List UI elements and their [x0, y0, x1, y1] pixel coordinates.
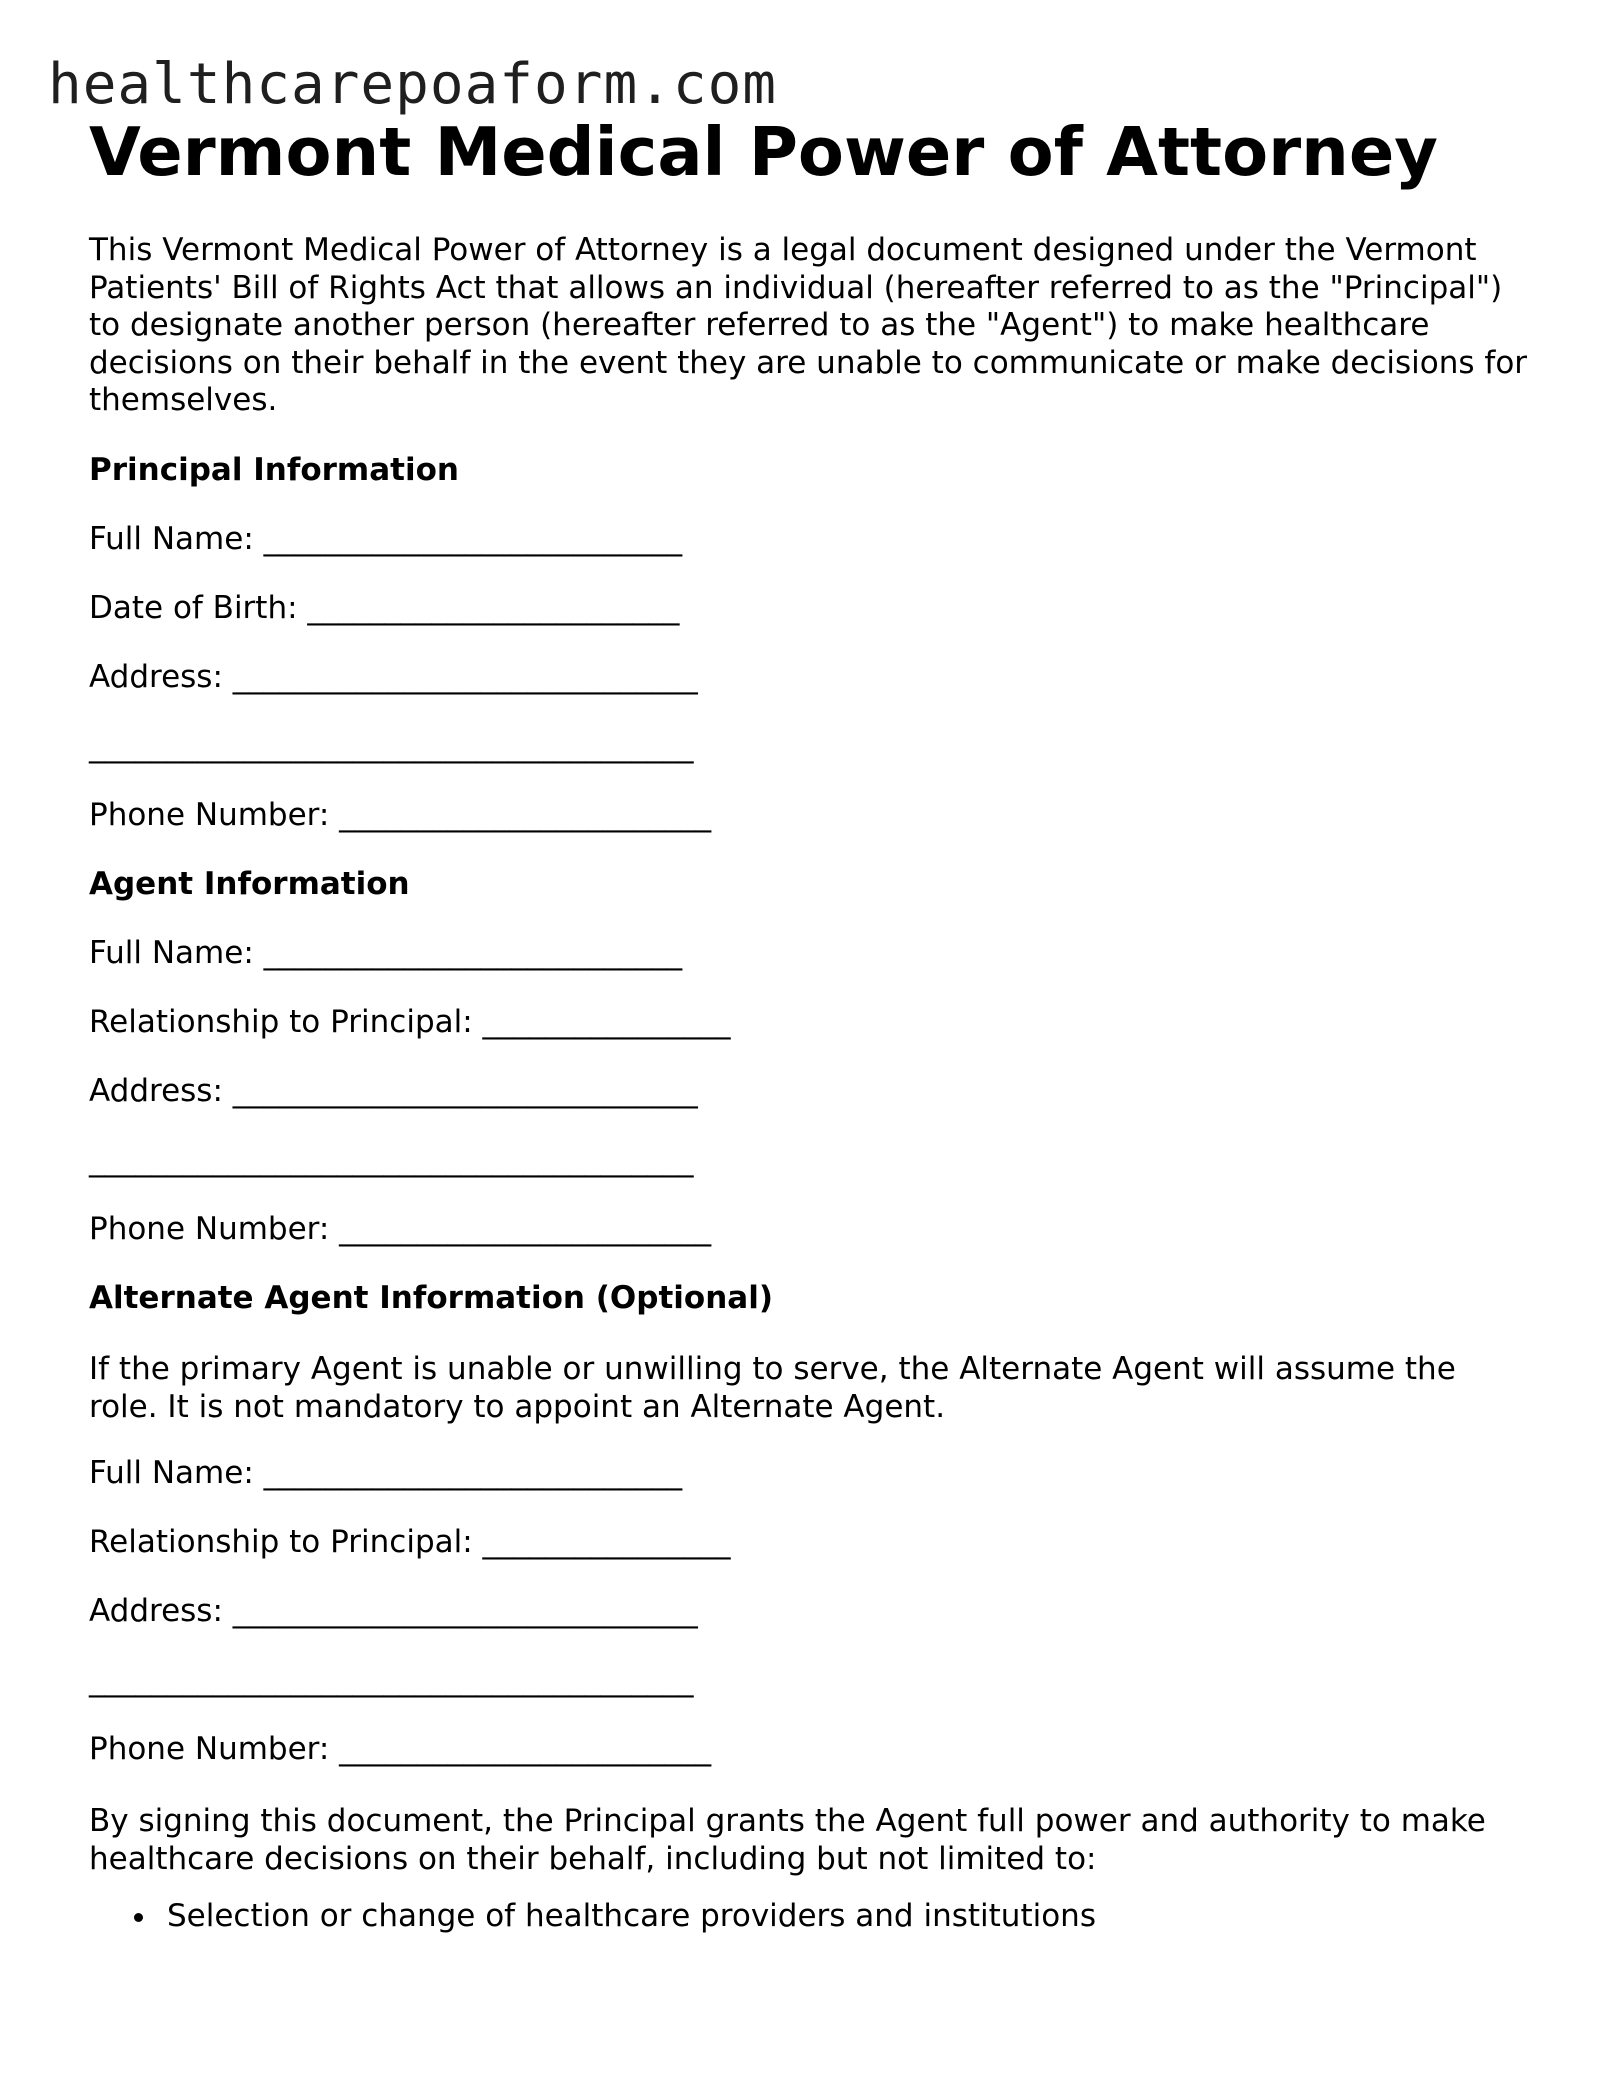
alternate-address-line2-field[interactable]: _______________________________________ [89, 1662, 694, 1698]
principal-phone-field[interactable]: Phone Number: ________________________ [89, 797, 712, 833]
agent-heading: Agent Information [89, 866, 410, 902]
principal-heading: Principal Information [89, 452, 459, 488]
list-item [89, 1896, 1096, 1936]
signing-paragraph: By signing this document, the Principal grants the Agent full power and authority to make healthcare decisions on their behalf, including but not limited to: [89, 1803, 1486, 1877]
agent-relationship-field[interactable]: Relationship to Principal: ________________ [89, 1004, 731, 1040]
principal-address-line2-field[interactable]: _______________________________________ [89, 728, 694, 764]
alternate-relationship-field[interactable]: Relationship to Principal: ________________ [89, 1524, 731, 1560]
principal-full-name-field[interactable]: Full Name: ___________________________ [89, 521, 683, 557]
site-watermark: healthcarepoaform.com [48, 52, 778, 117]
powers-list [89, 1896, 1096, 1936]
alternate-full-name-field[interactable]: Full Name: ___________________________ [89, 1455, 683, 1491]
agent-address-line2-field[interactable]: _______________________________________ [89, 1142, 694, 1178]
alternate-agent-heading: Alternate Agent Information (Optional) [89, 1280, 773, 1316]
agent-phone-field[interactable]: Phone Number: ________________________ [89, 1211, 712, 1247]
agent-address-field[interactable]: Address: ______________________________ [89, 1073, 698, 1109]
bullet-icon [134, 1913, 143, 1922]
page-title: Vermont Medical Power of Attorney [89, 113, 1438, 191]
agent-full-name-field[interactable]: Full Name: ___________________________ [89, 935, 683, 971]
alternate-phone-field[interactable]: Phone Number: ________________________ [89, 1731, 712, 1767]
alternate-agent-note: If the primary Agent is unable or unwilling to serve, the Alternate Agent will assume the role. It is not mandatory to appoint an Alternate Agent. [89, 1351, 1456, 1425]
intro-paragraph: This Vermont Medical Power of Attorney is a legal document designed under the Vermont Patients' Bill of Rights Act that allows an individual (hereafter referred to as the "Principal") to designate another person (hereafter referred to as the "Agent") to make healthcare decisions on their behalf in the event they are unable to communicate or make decisions for themselves. [89, 232, 1528, 418]
principal-dob-field[interactable]: Date of Birth: ________________________ [89, 590, 680, 626]
power-item-text: Selection or change of healthcare providers and institutions [167, 1898, 1096, 1934]
principal-address-field[interactable]: Address: ______________________________ [89, 659, 698, 695]
alternate-address-field[interactable]: Address: ______________________________ [89, 1593, 698, 1629]
